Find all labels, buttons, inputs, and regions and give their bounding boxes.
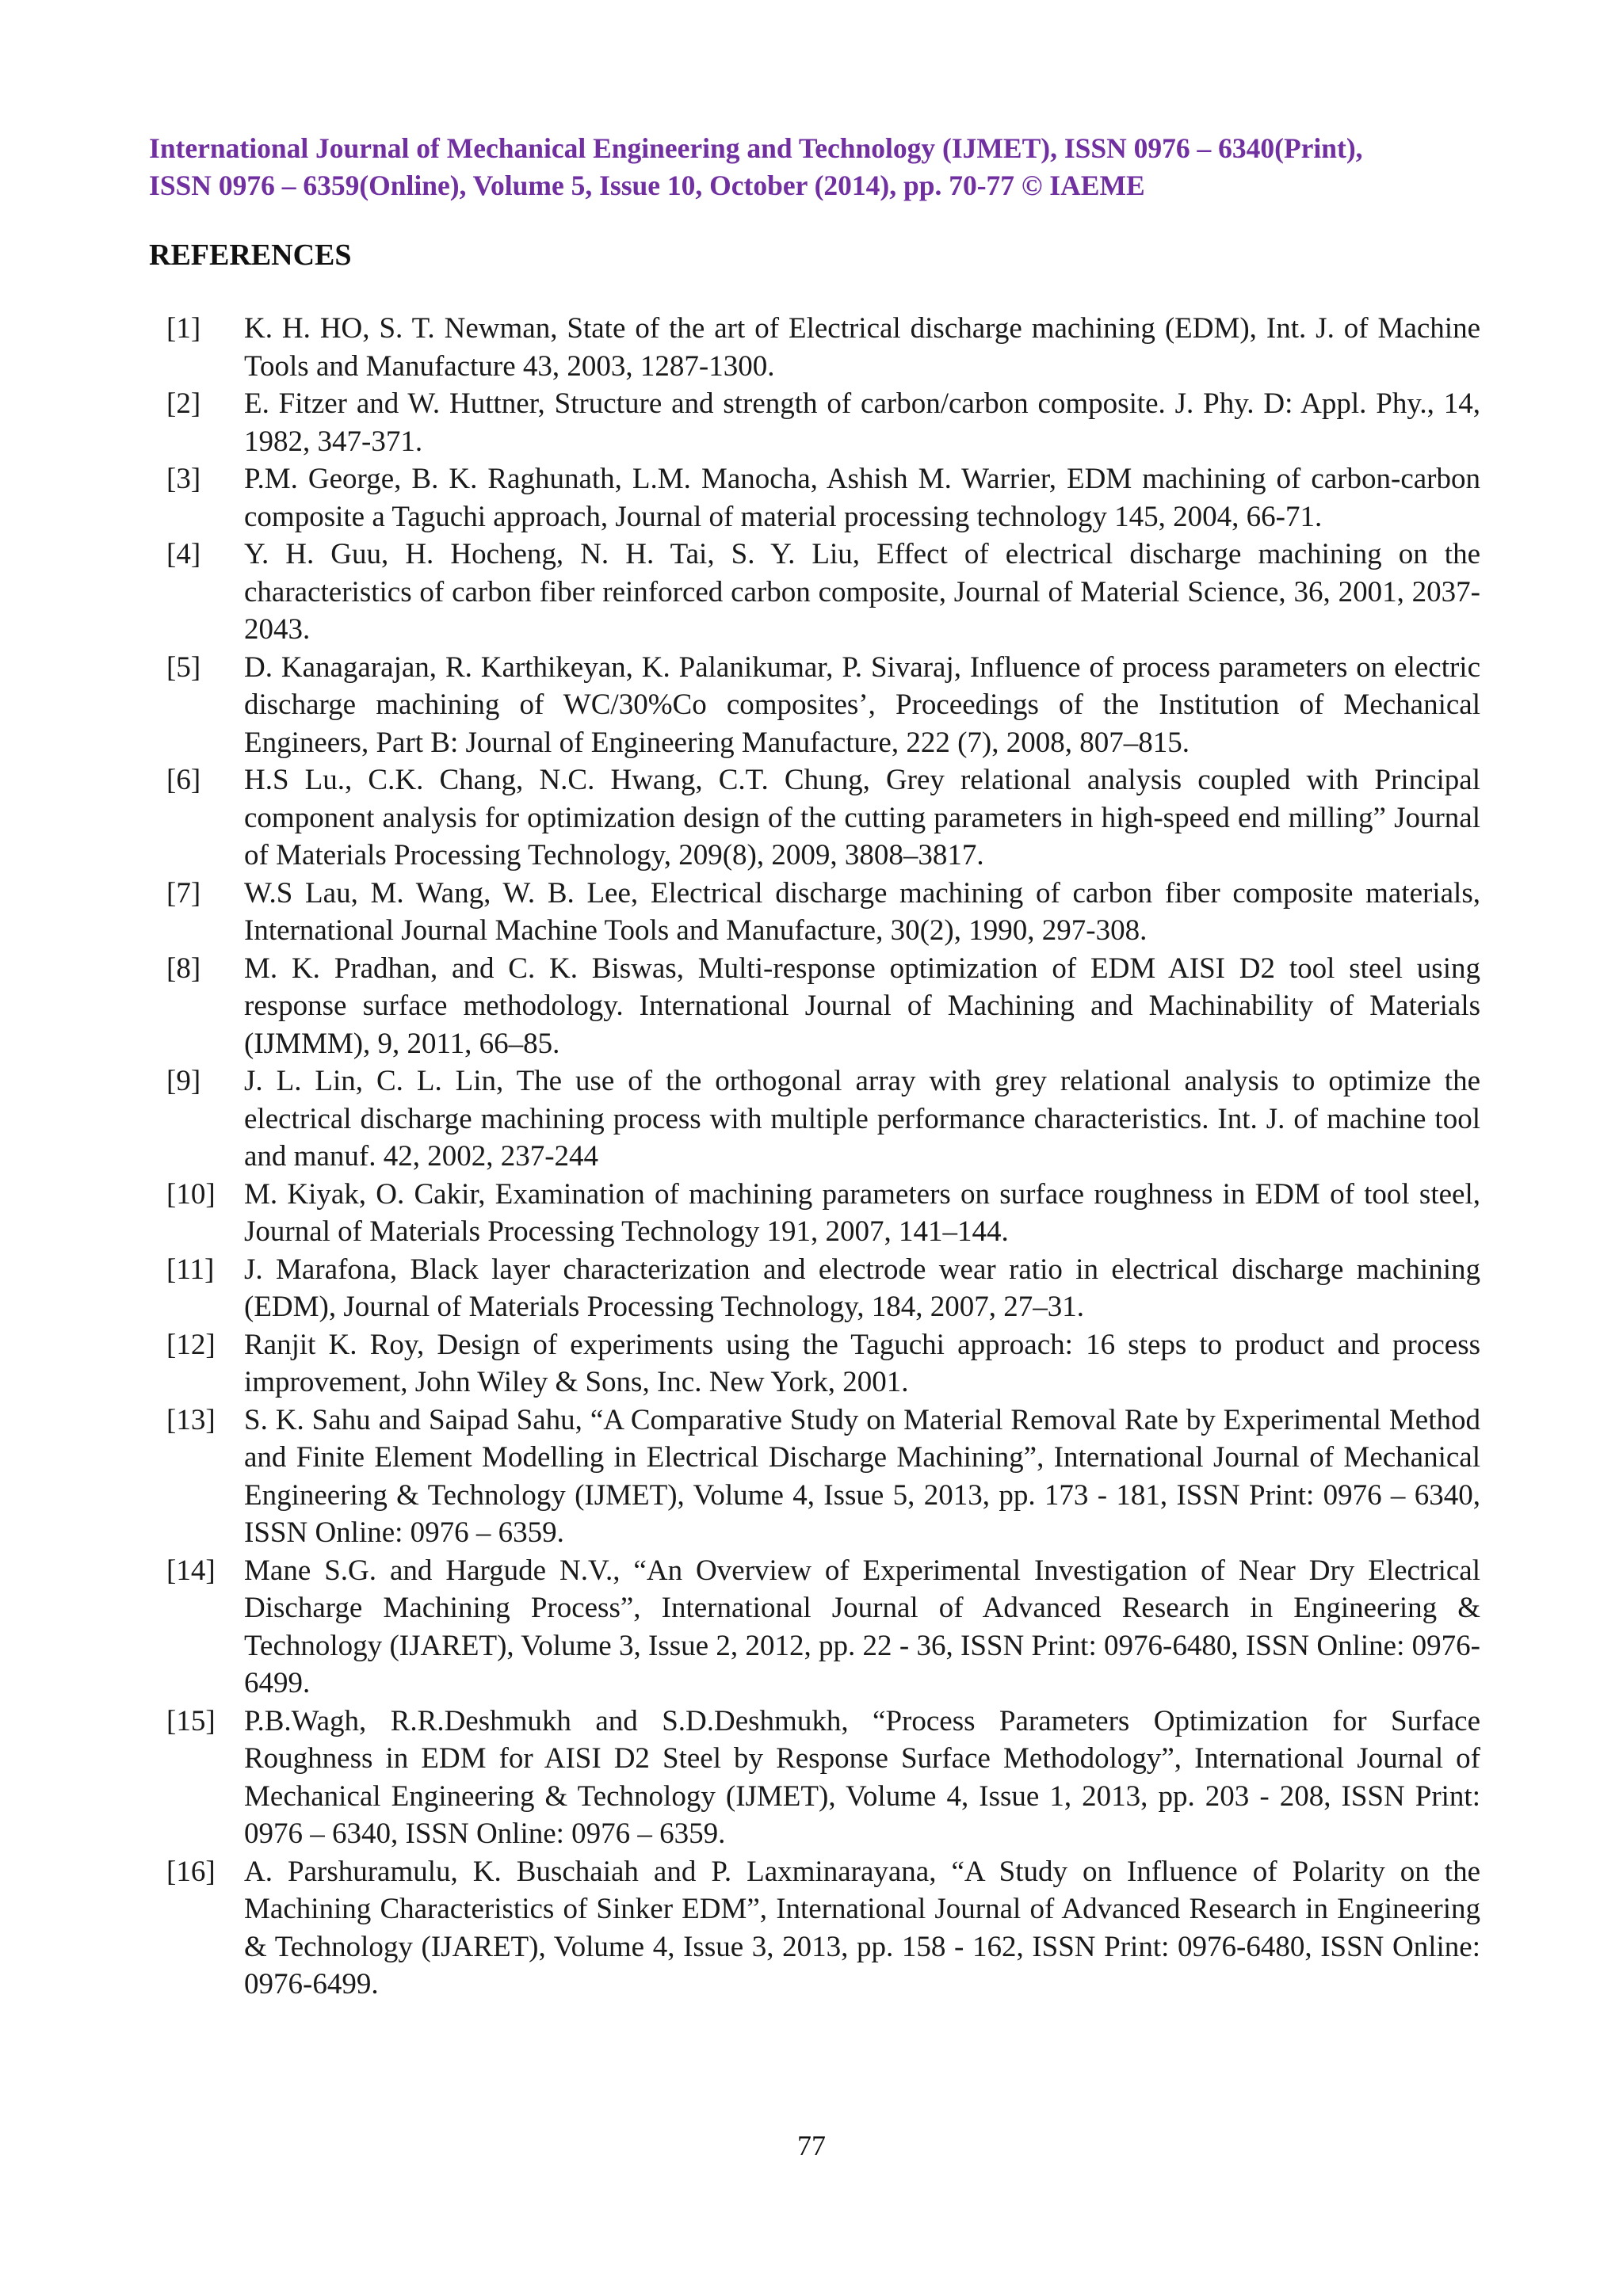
- reference-item: [166, 1552, 1480, 1703]
- reference-text: M. K. Pradhan, and C. K. Biswas, Multi-response optimization of EDM AISI D2 tool steel using response surface methodology. International Journal of Machining and Machinability of Materials (IJMMM), 9, 2011, 66–85.: [244, 952, 1480, 1060]
- reference-number: [6]: [166, 764, 201, 796]
- reference-item: [166, 460, 1480, 536]
- section-title: REFERENCES: [149, 238, 352, 272]
- reference-number: [11]: [166, 1253, 215, 1286]
- reference-number: [12]: [166, 1328, 216, 1361]
- reference-text: Ranjit K. Roy, Design of experiments using the Taguchi approach: 16 steps to product and process improvement, John Wiley & Sons, Inc. New York, 2001.: [244, 1328, 1480, 1398]
- reference-text: W.S Lau, M. Wang, W. B. Lee, Electrical discharge machining of carbon fiber composite materials, International Journal Machine Tools and Manufacture, 30(2), 1990, 297-308.: [244, 876, 1480, 947]
- reference-text: M. Kiyak, O. Cakir, Examination of machining parameters on surface roughness in EDM of tool steel, Journal of Materials Processing Technology 191, 2007, 141–144.: [244, 1177, 1480, 1248]
- reference-text: S. K. Sahu and Saipad Sahu, “A Comparative Study on Material Removal Rate by Experimental Method and Finite Element Modelling in Electrical Discharge Machining”, International Journal of Mechanical Engineering & Technology (IJMET), Volume 4, Issue 5, 2013, pp. 173 - 181, ISSN Print: 0976 – 6340, ISSN Online: 0976 – 6359.: [244, 1403, 1480, 1549]
- reference-item: [166, 536, 1480, 649]
- reference-item: [166, 385, 1480, 460]
- reference-number: [16]: [166, 1855, 216, 1888]
- reference-text: E. Fitzer and W. Huttner, Structure and strength of carbon/carbon composite. J. Phy. D: Appl. Phy., 14, 1982, 347-371.: [244, 387, 1480, 458]
- reference-text: Y. H. Guu, H. Hocheng, N. H. Tai, S. Y. Liu, Effect of electrical discharge machining on the characteristics of carbon fiber reinforced carbon composite, Journal of Material Science, 36, 2001, 2037-2043.: [244, 538, 1480, 646]
- reference-number: [3]: [166, 463, 201, 495]
- journal-header-line-1: International Journal of Mechanical Engineering and Technology (IJMET), ISSN 0976 – 6340(Print),: [149, 132, 1363, 164]
- reference-text: H.S Lu., C.K. Chang, N.C. Hwang, C.T. Chung, Grey relational analysis coupled with Principal component analysis for optimization design of the cutting parameters in high-speed end milling” Journal of Materials Processing Technology, 209(8), 2009, 3808–3817.: [244, 764, 1480, 871]
- reference-item: [166, 1062, 1480, 1176]
- reference-text: K. H. HO, S. T. Newman, State of the art of Electrical discharge machining (EDM), Int. J. of Machine Tools and Manufacture 43, 2003, 1287-1300.: [244, 312, 1480, 383]
- reference-item: [166, 950, 1480, 1063]
- reference-number: [8]: [166, 952, 201, 985]
- reference-number: [9]: [166, 1065, 201, 1097]
- page-number: 77: [797, 2130, 826, 2161]
- reference-text: Mane S.G. and Hargude N.V., “An Overview of Experimental Investigation of Near Dry Electrical Discharge Machining Process”, International Journal of Advanced Research in Engineering & Technology (IJARET), Volume 3, Issue 2, 2012, pp. 22 - 36, ISSN Print: 0976-6480, ISSN Online: 0976-6499.: [244, 1554, 1480, 1699]
- reference-item: [166, 1326, 1480, 1402]
- reference-text: A. Parshuramulu, K. Buschaiah and P. Laxminarayana, “A Study on Influence of Polarity on the Machining Characteristics of Sinker EDM”, International Journal of Advanced Research in Engineering & Technology (IJARET), Volume 4, Issue 3, 2013, pp. 158 - 162, ISSN Print: 0976-6480, ISSN Online: 0976-6499.: [244, 1855, 1480, 2000]
- journal-header: [149, 130, 1480, 204]
- reference-text: D. Kanagarajan, R. Karthikeyan, K. Palanikumar, P. Sivaraj, Influence of process parameters on electric discharge machining of WC/30%Co composites’, Proceedings of the Institution of Mechanical Engineers, Part B: Journal of Engineering Manufacture, 222 (7), 2008, 807–815.: [244, 650, 1480, 759]
- reference-item: [166, 1176, 1480, 1251]
- reference-number: [7]: [166, 876, 201, 910]
- reference-item: [166, 1402, 1480, 1552]
- reference-number: [5]: [166, 650, 201, 684]
- reference-text: P.M. George, B. K. Raghunath, L.M. Manocha, Ashish M. Warrier, EDM machining of carbon-carbon composite a Taguchi approach, Journal of material processing technology 145, 2004, 66-71.: [244, 463, 1480, 533]
- reference-number: [4]: [166, 538, 201, 570]
- reference-text: P.B.Wagh, R.R.Deshmukh and S.D.Deshmukh, “Process Parameters Optimization for Surface Roughness in EDM for AISI D2 Steel by Response Surface Methodology”, International Journal of Mechanical Engineering & Technology (IJMET), Volume 4, Issue 1, 2013, pp. 203 - 208, ISSN Print: 0976 – 6340, ISSN Online: 0976 – 6359.: [244, 1704, 1480, 1850]
- reference-text: J. Marafona, Black layer characterization and electrode wear ratio in electrical discharge machining (EDM), Journal of Materials Processing Technology, 184, 2007, 27–31.: [244, 1253, 1480, 1323]
- reference-number: [1]: [166, 312, 201, 345]
- reference-item: [166, 649, 1480, 762]
- reference-text: J. L. Lin, C. L. Lin, The use of the orthogonal array with grey relational analysis to optimize the electrical discharge machining process with multiple performance characteristics. Int. J. of machine tool and manuf. 42, 2002, 237-244: [244, 1065, 1480, 1173]
- reference-item: [166, 761, 1480, 875]
- reference-item: [166, 1703, 1480, 1853]
- reference-number: [2]: [166, 387, 201, 420]
- reference-list: [166, 310, 1480, 2004]
- reference-number: [10]: [166, 1177, 216, 1211]
- journal-header-line-2: ISSN 0976 – 6359(Online), Volume 5, Issue 10, October (2014), pp. 70-77 © IAEME: [149, 170, 1145, 201]
- reference-number: [15]: [166, 1704, 216, 1737]
- reference-number: [13]: [166, 1403, 216, 1436]
- reference-item: [166, 1853, 1480, 2004]
- reference-item: [166, 1251, 1480, 1326]
- reference-item: [166, 310, 1480, 385]
- reference-number: [14]: [166, 1554, 216, 1587]
- reference-item: [166, 875, 1480, 950]
